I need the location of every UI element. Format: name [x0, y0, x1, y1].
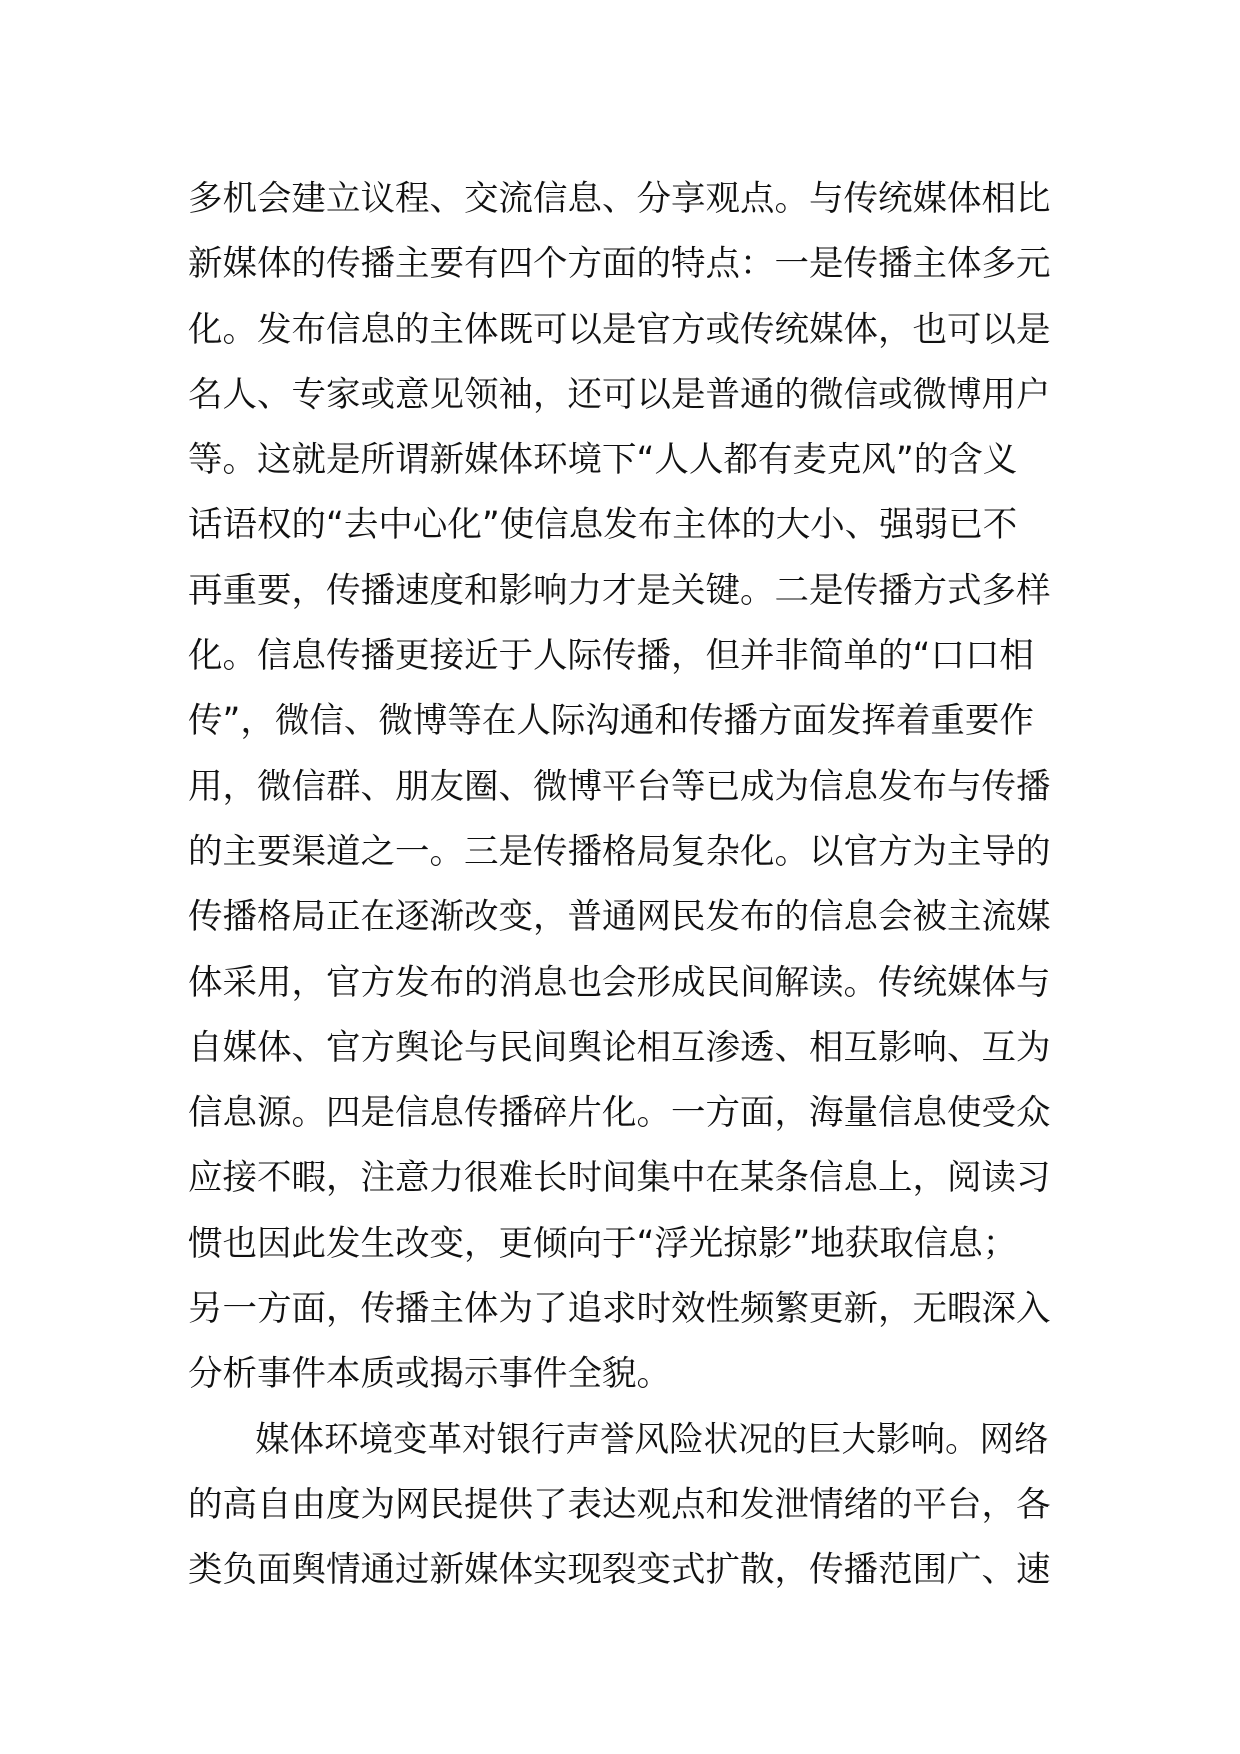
text-line: 惯也因此发生改变，更倾向于“浮光掠影”地获取信息； [188, 1223, 1018, 1264]
text-line: 体采用，官方发布的消息也会形成民间解读。传统媒体与 [188, 962, 1051, 1003]
text-line: 类负面舆情通过新媒体实现裂变式扩散，传播范围广、速 [188, 1550, 1051, 1591]
text-line: 的高自由度为网民提供了表达观点和发泄情绪的平台，各 [188, 1484, 1051, 1525]
text-line: 另一方面，传播主体为了追求时效性频繁更新，无暇深入 [188, 1289, 1051, 1330]
text-line: 新媒体的传播主要有四个方面的特点：一是传播主体多元 [188, 244, 1051, 285]
text-line: 话语权的“去中心化”使信息发布主体的大小、强弱已不 [188, 505, 1018, 546]
text-line: 多机会建立议程、交流信息、分享观点。与传统媒体相比 [188, 179, 1051, 219]
text-line: 化。信息传播更接近于人际传播，但并非简单的“口口相 [188, 636, 1034, 677]
paragraph-start-line: 媒体环境变革对银行声誉风险状况的巨大影响。网络 [255, 1419, 1049, 1460]
text-line: 化。发布信息的主体既可以是官方或传统媒体，也可以是 [188, 309, 1051, 350]
text-line: 等。这就是所谓新媒体环境下“人人都有麦克风”的含义 [188, 440, 1018, 481]
text-line: 分析事件本质或揭示事件全貌。 [188, 1354, 671, 1395]
text-line: 再重要，传播速度和影响力才是关键。二是传播方式多样 [188, 570, 1051, 611]
text-line: 名人、专家或意见领袖，还可以是普通的微信或微博用户 [188, 374, 1051, 415]
text-line: 信息源。四是信息传播碎片化。一方面，海量信息使受众 [188, 1093, 1051, 1134]
text-line: 应接不暇，注意力很难长时间集中在某条信息上，阅读习 [188, 1158, 1051, 1199]
body-text [188, 167, 1068, 1604]
text-line: 用，微信群、朋友圈、微博平台等已成为信息发布与传播 [188, 766, 1051, 807]
text-line: 传”，微信、微博等在人际沟通和传播方面发挥着重要作 [188, 701, 1034, 742]
text-line: 的主要渠道之一。三是传播格局复杂化。以官方为主导的 [188, 831, 1051, 872]
text-line: 自媒体、官方舆论与民间舆论相互渗透、相互影响、互为 [188, 1027, 1051, 1068]
text-line: 传播格局正在逐渐改变，普通网民发布的信息会被主流媒 [188, 897, 1051, 938]
